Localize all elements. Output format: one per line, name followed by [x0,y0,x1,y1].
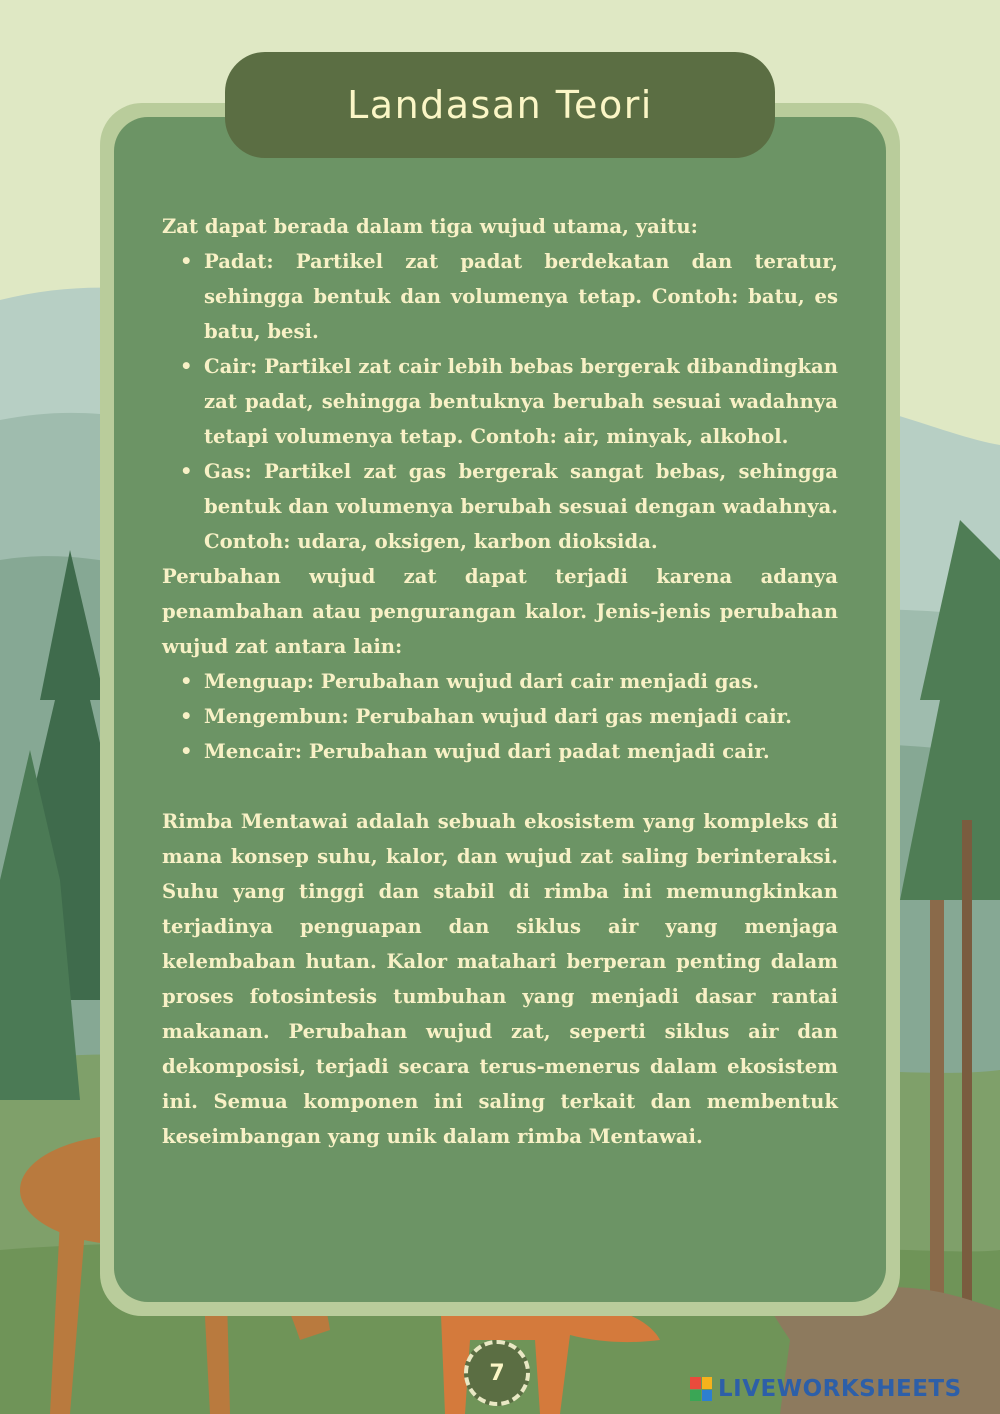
list-item: • Padat: Partikel zat padat berdekatan dan teratur, sehingga bentuk dan volumenya tetap. Contoh: batu, es batu, besi. [204,244,838,349]
spacer [162,769,838,804]
ecosystem-paragraph: Rimba Mentawai adalah sebuah ekosistem yang kompleks di mana konsep suhu, kalor, dan wujud zat saling berinteraksi. Suhu yang tinggi dan stabil di rimba ini memungkinkan terjadinya penguapan dan siklus air yang menjaga kelembaban hutan. Kalor matahari berperan penting dalam proses fotosintesis tumbuhan yang menjadi dasar rantai makanan. Perubahan wujud zat, seperti siklus air dan dekomposisi, terjadi secara terus-menerus dalam ekosistem ini. Semua komponen ini saling terkait dan membentuk keseimbangan yang unik dalam rimba Mentawai. [162,810,838,1148]
states-intro: Zat dapat berada dalam tiga wujud utama, yaitu: [162,215,698,238]
changes-list [162,664,838,769]
page-title: Landasan Teori [347,83,653,127]
watermark-text: LIVEWORKSHEETS [718,1376,962,1402]
states-list [162,244,838,559]
liveworksheets-watermark [690,1374,962,1404]
change-intro: Perubahan wujud zat dapat terjadi karena adanya penambahan atau pengurangan kalor. Jenis-jenis perubahan wujud zat antara lain: [162,565,838,658]
page-number: 7 [464,1340,530,1406]
list-item: • Mencair: Perubahan wujud dari padat menjadi cair. [204,734,838,769]
title-banner [225,52,775,158]
list-item: • Mengembun: Perubahan wujud dari gas menjadi cair. [204,699,838,734]
liveworksheets-logo-icon [690,1377,712,1401]
content-body [162,209,838,1154]
list-item: • Gas: Partikel zat gas bergerak sangat bebas, sehingga bentuk dan volumenya berubah sesuai dengan wadahnya. Contoh: udara, oksigen, karbon dioksida. [204,454,838,559]
list-item: • Menguap: Perubahan wujud dari cair menjadi gas. [204,664,838,699]
list-item: • Cair: Partikel zat cair lebih bebas bergerak dibandingkan zat padat, sehingga bentuknya berubah sesuai wadahnya tetapi volumenya tetap. Contoh: air, minyak, alkohol. [204,349,838,454]
